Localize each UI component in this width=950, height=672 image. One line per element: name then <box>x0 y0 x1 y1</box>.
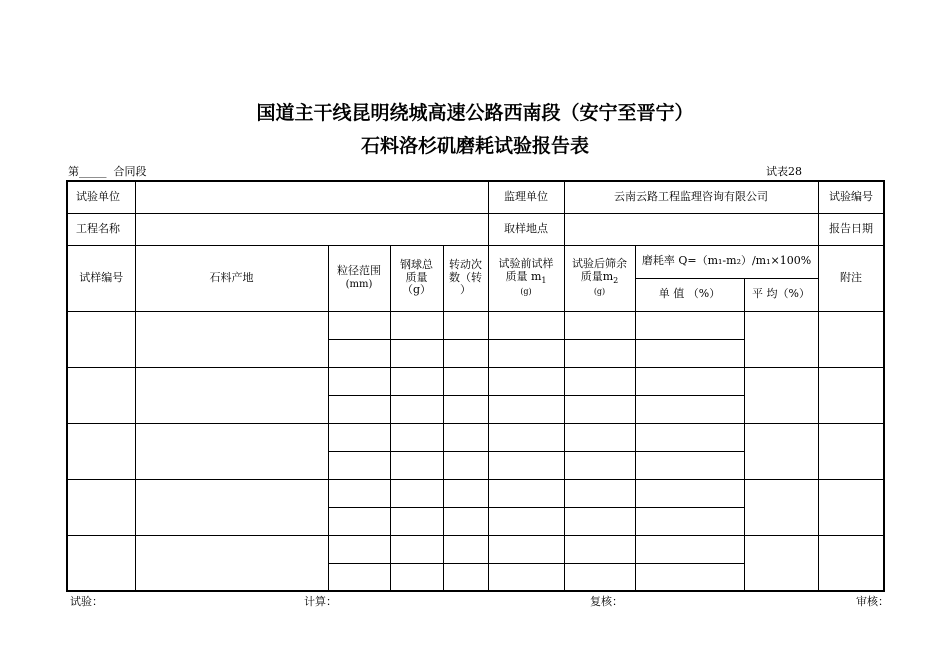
mass-after-cell[interactable] <box>564 563 635 591</box>
tester-signature: 试验： <box>70 595 103 608</box>
remarks-cell[interactable] <box>818 367 884 423</box>
mass-after-header: 试验后筛余 质量$m_2$ (g) <box>564 245 635 311</box>
test-number-label: 试验编号 <box>818 181 884 213</box>
data-rows <box>67 311 884 591</box>
single-value-cell[interactable] <box>635 507 744 535</box>
single-value-cell[interactable] <box>635 367 744 395</box>
mass-after-cell[interactable] <box>564 395 635 423</box>
reviewer-signature: 复核： <box>590 595 623 608</box>
remarks-cell[interactable] <box>818 479 884 535</box>
ball-mass-cell[interactable] <box>390 395 443 423</box>
sample-number-cell[interactable] <box>67 423 135 479</box>
revolutions-header: 转动次 数（转 ） <box>443 245 488 311</box>
revolutions-cell[interactable] <box>443 535 488 563</box>
abrasion-rate-header: 磨耗率 Q=（m₁-m₂）/m₁×100% <box>635 245 818 278</box>
sampling-location-value[interactable] <box>564 213 818 245</box>
revolutions-cell[interactable] <box>443 479 488 507</box>
revolutions-cell[interactable] <box>443 507 488 535</box>
mass-after-cell[interactable] <box>564 311 635 339</box>
grain-range-cell[interactable] <box>328 423 390 451</box>
mass-before-header: 试验前试样 质量 $m_1$ (g) <box>488 245 564 311</box>
sample-number-cell[interactable] <box>67 311 135 367</box>
average-header: 平 均（%） <box>744 278 818 311</box>
grain-range-cell[interactable] <box>328 479 390 507</box>
revolutions-cell[interactable] <box>443 423 488 451</box>
remarks-header: 附注 <box>818 245 884 311</box>
abrasion-test-table <box>66 180 885 592</box>
test-unit-value[interactable] <box>135 181 488 213</box>
project-name-label: 工程名称 <box>67 213 135 245</box>
average-cell[interactable] <box>744 423 818 479</box>
mass-before-cell[interactable] <box>488 535 564 563</box>
grain-range-cell[interactable] <box>328 507 390 535</box>
ball-mass-cell[interactable] <box>390 507 443 535</box>
single-value-cell[interactable] <box>635 339 744 367</box>
single-value-header: 单 值 （%） <box>635 278 744 311</box>
remarks-cell[interactable] <box>818 311 884 367</box>
sample-number-cell[interactable] <box>67 535 135 591</box>
report-title-line2: 石料洛杉矶磨耗试验报告表 <box>360 135 589 157</box>
ball-mass-cell[interactable] <box>390 367 443 395</box>
single-value-cell[interactable] <box>635 395 744 423</box>
single-value-cell[interactable] <box>635 479 744 507</box>
sample-number-header: 试样编号 <box>67 245 135 311</box>
project-name-value[interactable] <box>135 213 488 245</box>
mass-after-cell[interactable] <box>564 423 635 451</box>
stone-origin-cell[interactable] <box>135 423 328 479</box>
mass-after-cell[interactable] <box>564 535 635 563</box>
grain-range-cell[interactable] <box>328 395 390 423</box>
ball-mass-cell[interactable] <box>390 535 443 563</box>
single-value-cell[interactable] <box>635 563 744 591</box>
supervision-unit-value[interactable]: 云南云路工程监理咨询有限公司 <box>564 181 818 213</box>
average-cell[interactable] <box>744 367 818 423</box>
ball-mass-cell[interactable] <box>390 563 443 591</box>
ball-mass-cell[interactable] <box>390 423 443 451</box>
sample-number-cell[interactable] <box>67 479 135 535</box>
average-cell[interactable] <box>744 479 818 535</box>
ball-mass-cell[interactable] <box>390 311 443 339</box>
ball-mass-header: 钢球总 质量 （g） <box>390 245 443 311</box>
mass-before-cell[interactable] <box>488 395 564 423</box>
stone-origin-cell[interactable] <box>135 535 328 591</box>
ball-mass-cell[interactable] <box>390 451 443 479</box>
contract-section: 第_____ 合同段 <box>68 165 147 178</box>
mass-before-cell[interactable] <box>488 479 564 507</box>
average-cell[interactable] <box>744 311 818 367</box>
report-title-line1: 国道主干线昆明绕城高速公路西南段（安宁至晋宁） <box>256 102 694 124</box>
grain-range-cell[interactable] <box>328 563 390 591</box>
grain-range-cell[interactable] <box>328 451 390 479</box>
revolutions-cell[interactable] <box>443 451 488 479</box>
revolutions-cell[interactable] <box>443 367 488 395</box>
revolutions-cell[interactable] <box>443 311 488 339</box>
remarks-cell[interactable] <box>818 535 884 591</box>
average-cell[interactable] <box>744 535 818 591</box>
mass-after-cell[interactable] <box>564 479 635 507</box>
mass-after-cell[interactable] <box>564 507 635 535</box>
form-number: 试表28 <box>766 165 802 178</box>
grain-range-cell[interactable] <box>328 535 390 563</box>
contract-section-blank[interactable]: _____ <box>79 165 107 178</box>
grain-range-cell[interactable] <box>328 311 390 339</box>
single-value-cell[interactable] <box>635 311 744 339</box>
revolutions-cell[interactable] <box>443 339 488 367</box>
grain-range-header: 粒径范围 (mm) <box>328 245 390 311</box>
ball-mass-cell[interactable] <box>390 339 443 367</box>
revolutions-cell[interactable] <box>443 395 488 423</box>
single-value-cell[interactable] <box>635 451 744 479</box>
remarks-cell[interactable] <box>818 423 884 479</box>
stone-origin-header: 石料产地 <box>135 245 328 311</box>
calculator-signature: 计算： <box>304 595 337 608</box>
mass-before-cell[interactable] <box>488 311 564 339</box>
single-value-cell[interactable] <box>635 423 744 451</box>
mass-before-cell[interactable] <box>488 507 564 535</box>
mass-before-cell[interactable] <box>488 451 564 479</box>
sample-number-cell[interactable] <box>67 367 135 423</box>
mass-after-cell[interactable] <box>564 451 635 479</box>
single-value-cell[interactable] <box>635 535 744 563</box>
grain-range-cell[interactable] <box>328 339 390 367</box>
revolutions-cell[interactable] <box>443 563 488 591</box>
mass-after-cell[interactable] <box>564 367 635 395</box>
mass-before-cell[interactable] <box>488 563 564 591</box>
mass-after-cell[interactable] <box>564 339 635 367</box>
stone-origin-cell[interactable] <box>135 311 328 367</box>
supervision-unit-label: 监理单位 <box>488 181 564 213</box>
mass-before-cell[interactable] <box>488 339 564 367</box>
report-date-label: 报告日期 <box>818 213 884 245</box>
stone-origin-cell[interactable] <box>135 479 328 535</box>
mass-before-cell[interactable] <box>488 423 564 451</box>
stone-origin-cell[interactable] <box>135 367 328 423</box>
ball-mass-cell[interactable] <box>390 479 443 507</box>
test-unit-label: 试验单位 <box>67 181 135 213</box>
mass-before-cell[interactable] <box>488 367 564 395</box>
auditor-signature: 审核： <box>856 595 889 608</box>
sampling-location-label: 取样地点 <box>488 213 564 245</box>
grain-range-cell[interactable] <box>328 367 390 395</box>
